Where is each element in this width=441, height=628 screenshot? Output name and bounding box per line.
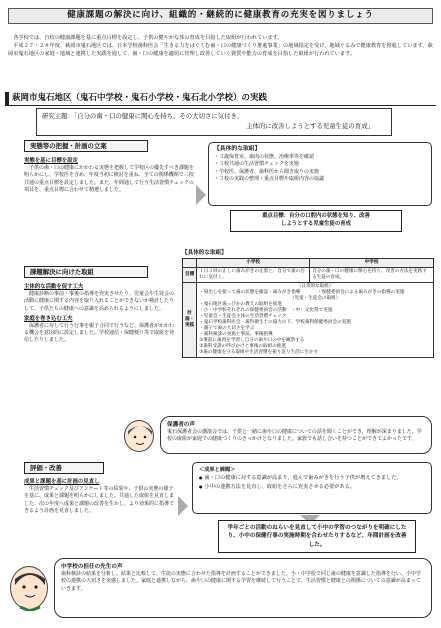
intro-paragraph: 平成２７・２８年度、萩岡市鬼石地区では、日本学校歯科医会「生きる力をはぐくむ歯・口の健康づくり推進事業」の地域指定を受け、地域ぐるみで健康教育を推進しています。萩岡市鬼石地区の家庭・地域と連携した実践を通して、歯・口の健康を適切に管理し改善していく資質や能力の育成を目指した取組が行われています。 xyxy=(8,43,433,58)
parent-voice-bubble xyxy=(160,416,432,454)
row-label-goal: 目標 xyxy=(183,268,197,283)
table-header-blank xyxy=(183,259,197,268)
table-title: 【具体的な取組】 xyxy=(182,250,227,256)
table-line: ・児童会・生徒会主体の生活習慣チェック xyxy=(199,314,287,320)
tasks-block xyxy=(24,281,174,345)
teacher-voice-title: 中学校の担任の先生の声 xyxy=(61,564,123,570)
intro-paragraph: 各学校では、自校の健康課題を基に重点目標を設定し、子供の健やかな体の育成を目指した取組が行われています。 xyxy=(13,35,283,41)
table-line: ・歯科検診の実施と事前、事後指導 xyxy=(199,331,273,337)
table-line: ③歯の健康を守る取組や生活習慣を振り返り生活に生かす xyxy=(199,349,319,355)
intro-text xyxy=(8,34,433,58)
table-line: ・鬼石地区歯っぴかの教えの取組を推進 xyxy=(199,302,282,308)
list-item: ・ ３校の実践の整理・重点目標や取組内容の協議 xyxy=(214,176,426,184)
parent-avatar-icon xyxy=(124,420,154,452)
table-cell: ・染出しを使って歯の状態を確認・歯みがき指導 xyxy=(199,290,301,296)
initiatives-list xyxy=(214,154,426,184)
evaluation-text: 生活習慣チェック及びアンケート等の結果や、子供の実態の様子を基に、成果と課題を明らかにしました。共通した取組を見直しました。次の年度へ成果と課題の改善を生かし、より効果的に指導できるよう計画を見直しました。 xyxy=(24,486,175,514)
planning-subhead: 実態を基に目標を設定 xyxy=(24,158,78,164)
focus-line-1: 重点目標：自分の口腔内の状態を知り、改善 xyxy=(262,213,370,219)
theme-line-1: 「自分の歯・口の健康に関心を持ち、その大切さに気付き、 xyxy=(73,112,244,120)
tasks-subhead-1: 主体的な活動を促す工夫 xyxy=(24,284,84,290)
table-line: ・小・中学校それぞれの保健委員会の活動 ・中：文化祭で実施 xyxy=(199,308,333,314)
focus-line-2: しようとする児童生徒の育成 xyxy=(280,220,352,227)
initiatives-panel xyxy=(208,142,432,206)
parent-face-icon xyxy=(125,421,155,453)
arrow-right-icon xyxy=(178,496,188,516)
teacher-voice-bubble xyxy=(54,558,432,618)
teacher-avatar-icon xyxy=(10,566,48,610)
table-line: ・親子で歯の大切さを学ぶ xyxy=(199,325,255,331)
results-title: ＜成果と課題＞ xyxy=(199,467,236,473)
teacher-voice-text: 歯科検診の結果を分析し、結果と比較して、生徒の実態に合わせた指導を計画することができました。小・中学校で同じ歯の健康を意識した指導を行い、小中学校の連携の大切さを実感しました。家庭と連携しながら、歯や口の健康に関する学習を継続して行うことで、生活習慣と健康との関係についての意識が高まっていきます。 xyxy=(61,571,421,592)
list-item: ・ ３校共通の生活習慣チェックを実施 xyxy=(214,161,426,169)
theme-line-2: 主体的に改善しようとする児童生徒の育成」 xyxy=(246,121,374,130)
table-header-junior-high: 中学校 xyxy=(310,259,434,268)
list-item: ・ 学校医、保護者、歯科医から聞き取りの実施 xyxy=(214,169,426,177)
table-note: （日常的な取組） xyxy=(296,284,334,290)
tasks-subhead-2: 家庭を巻き込む工夫 xyxy=(24,315,73,322)
table-cell: 自分の歯・口の健康に関心を持ち、改善の方法を実践する生徒の育成。 xyxy=(310,268,434,283)
theme-label: 研究主題： xyxy=(42,112,74,120)
table-line: ②歯科受診の呼びかけと事後の取組の推進 xyxy=(199,343,286,349)
tasks-title: 課題解決に向けた取組 xyxy=(24,266,148,278)
results-panel xyxy=(192,462,432,514)
results-summary-line-1: 学年ごとの活動のねらいを見直して小中の学習のつながりを明確にしたり、小中の保健行事の実施時期を合わせたりするなど、年間計画を改善した。 xyxy=(227,525,407,548)
arrow-right-icon xyxy=(196,185,206,205)
tasks-text-2: 保護者に対して行う行事を親子合同で行うなど、保護者がかかわる機会を意図的に設定しました。学校通信・保健便り等で取組を発信したりしました。 xyxy=(24,322,175,344)
table-cell xyxy=(197,283,434,358)
list-item: ● 歯・口の健康に対する意識が高まり、進んで歯みがきを行う子供が増えてきました。 xyxy=(199,474,425,482)
activities-table xyxy=(182,258,434,358)
table-note: （児童・生徒会の取組） xyxy=(289,296,341,302)
planning-title: 実態等の把握・計画の立案 xyxy=(24,140,148,152)
table-header-elementary: 小学校 xyxy=(197,259,310,268)
table-line: ①事前に歯肉を学習し自分の歯や口の中を観察する xyxy=(199,337,305,343)
evaluation-title: 評価・改善 xyxy=(24,462,104,474)
list-item: ● 小中の連携方法を見直し、取組をさらに充実させる必要がある。 xyxy=(199,483,425,491)
section-heading: 萩岡市鬼石地区（鬼石中学校・鬼石小学校・鬼石北小学校）の実践 xyxy=(5,92,436,106)
activities-table-block xyxy=(182,250,434,358)
results-list xyxy=(199,474,425,491)
list-item: ・ ３歳保育室、歯肉の状態、治療率等を確認 xyxy=(214,154,426,162)
planning-block xyxy=(24,155,194,194)
table-row xyxy=(183,283,434,358)
teacher-face-icon xyxy=(11,567,49,611)
evaluation-subhead: 成果と課題を基に計画の見直し xyxy=(24,479,100,485)
focus-goal-box xyxy=(230,210,402,232)
planning-text: 子供の歯・口の健康にかかわる実態を把握して学校区の優先すべき課題を明らかにし、学校医を含め、年度当初に検討を重ね、全ての関係機関で三校共通の重点目標を設定しました。また、年間通して行う生活習慣チェックの項目を、重点目標に合わせて精選しました。 xyxy=(24,165,194,193)
table-row xyxy=(183,268,434,283)
table-cell: １日３回の正しい歯みがきの定着と、自分で歯の汚れに気付く。 xyxy=(197,268,310,283)
parent-voice-title: 保護者の声 xyxy=(167,422,195,428)
results-summary-box xyxy=(218,520,416,553)
research-theme-box xyxy=(36,108,392,136)
parent-voice-text: 鬼石保護者会の講演会では、子供と一緒に歯や口の健康についての話を聞くことができ、理解が深まりました。学校の取組が家庭での健康づくりのきっかけとなりました。家族でも話し合いを持つことができてよかったです。 xyxy=(167,429,422,443)
evaluation-block xyxy=(24,476,174,515)
page-banner: 健康課題の解決に向け、組織的・継続的に健康教育の充実を図りましょう xyxy=(8,8,433,24)
table-row xyxy=(183,259,434,268)
tasks-text-1: 健康診断の事前・事後の指導を充実させたり、児童会や生徒会の活動に健康に関する内容を取り入れることができないか検討したりして、子供たちの健康への意識を高められるようにしました。 xyxy=(24,291,175,312)
initiatives-title: 【具体的な取組】 xyxy=(214,146,261,152)
row-label-plan: 計画・実践 xyxy=(183,283,197,358)
table-cell: ・保健委員会による歯みがきの指導の実施 xyxy=(317,290,405,296)
table-line: ・鬼石学校歯科医会・歯科衛生士の協力の下、学校歯科保健委員会の実施 xyxy=(199,319,351,325)
